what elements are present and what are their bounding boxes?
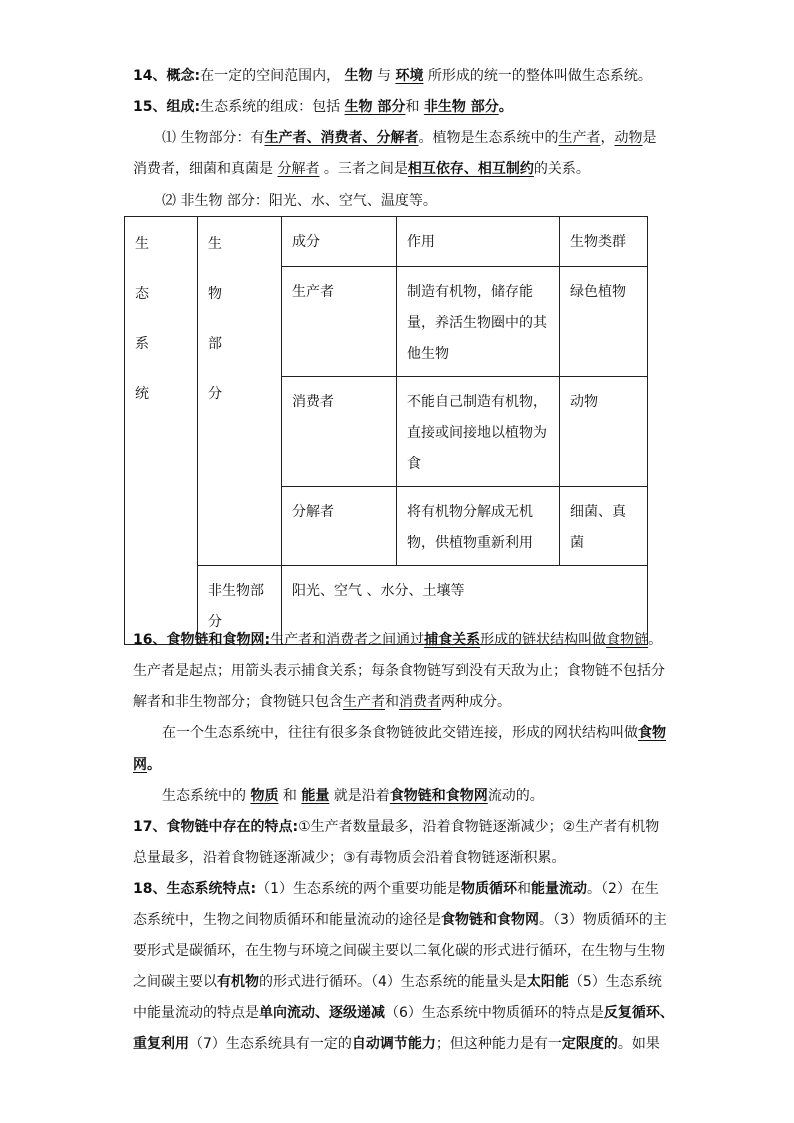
- text: 生态系统的组成：包括: [200, 99, 341, 115]
- keyword-producer: 生产者: [558, 130, 601, 146]
- cell-char: 物: [208, 286, 222, 302]
- cell-char: 分: [208, 386, 222, 402]
- keyword: 有机物: [217, 974, 259, 990]
- text: 。（2）在生: [587, 881, 659, 897]
- text: 与: [377, 68, 391, 84]
- keyword-consumer: 消费者: [399, 694, 441, 710]
- item-number: 18、: [133, 881, 167, 897]
- text: 就是沿着: [333, 788, 390, 804]
- text: 和: [517, 881, 532, 897]
- cell-char: 统: [135, 386, 149, 402]
- keyword-relationship: 相互依存、相互制约: [407, 161, 534, 177]
- keyword: 物质循环: [461, 881, 518, 897]
- cell-char: 态: [135, 286, 149, 302]
- keyword-animal: 动物: [614, 130, 643, 146]
- text: 是: [642, 130, 657, 146]
- cell-group: 动物: [560, 377, 648, 487]
- paragraph-16-line-6: [162, 786, 544, 806]
- cell-component: 生产者: [282, 267, 397, 377]
- ecosystem-table: [124, 216, 648, 645]
- item-label: 食物链和食物网:: [166, 632, 271, 648]
- text: ①生产者数量最多，沿着食物链逐渐减少；②生产者有机物: [298, 819, 660, 835]
- keyword-food-web: 食物: [638, 725, 666, 741]
- cell-group: 绿色植物: [560, 267, 648, 377]
- keyword: 单向流动、逐级递减: [259, 1005, 385, 1021]
- item-label: 组成:: [166, 99, 201, 115]
- paragraph-18-line-6: [133, 1034, 660, 1054]
- keyword-matter: 物质: [250, 788, 279, 804]
- item-number: 16、: [133, 632, 167, 648]
- paragraph-15: [133, 97, 513, 117]
- cell-component: 分解者: [282, 487, 397, 566]
- keyword-food-chain: 食物链: [606, 632, 649, 648]
- cell-char: 部: [208, 336, 222, 352]
- text: ，: [600, 130, 615, 146]
- text: 在一定的空间范围内，: [200, 68, 341, 84]
- paragraph-17-line-2: 总量最多，沿着食物链逐渐减少；③有毒物质会沿着食物链逐渐积累。: [133, 850, 566, 866]
- text: 态系统中，生物之间物质循环和能量流动的途径是: [133, 912, 441, 928]
- text: 和: [405, 99, 420, 115]
- text: 和: [385, 694, 399, 710]
- paragraph-17-line-1: [133, 817, 659, 837]
- keyword: 重复利用: [133, 1036, 189, 1052]
- cell-char: 生: [208, 236, 222, 252]
- paragraph-18-line-3: 要形式是碳循环，在生物与环境之间碳主要以二氧化碳的形式进行循环，在生物与生物: [133, 943, 665, 959]
- keyword-food-web: 网: [133, 757, 147, 773]
- header-group: 生物类群: [560, 217, 648, 267]
- text: 的形式进行循环。（4）生态系统的能量头是: [259, 974, 527, 990]
- text: 。（3）物质循环的主: [539, 912, 667, 928]
- paragraph-16-line-5: [133, 755, 161, 775]
- cell-role: 将有机物分解成无机物，供植物重新利用: [397, 487, 560, 566]
- keyword-chain-web: 食物链和食物网: [389, 788, 488, 804]
- keyword-biotic: 生物 部分: [344, 99, 406, 115]
- text: 在一个生态系统中，往往有很多条食物链彼此交错连接，形成的网状结构叫做: [162, 725, 638, 741]
- paragraph-18-line-5: [133, 1003, 674, 1023]
- keyword: 定限度的: [561, 1036, 618, 1052]
- text: 流动的。: [487, 788, 544, 804]
- item-number: 15、: [133, 99, 167, 115]
- keyword-producer: 生产者: [343, 694, 385, 710]
- cell-role: 制造有机物，储存能量，养活生物圈中的其他生物: [397, 267, 560, 377]
- keyword-predation: 捕食关系: [424, 632, 481, 648]
- keyword-energy: 能量: [301, 788, 330, 804]
- text: ；但这种能力是有一: [435, 1036, 562, 1052]
- text: 解者和非生物部分；食物链只包含: [133, 694, 343, 710]
- col-biotic: [198, 217, 282, 566]
- keyword-biology: 生物: [344, 68, 373, 84]
- keyword-components: 生产者、消费者、分解者: [264, 130, 419, 146]
- paragraph-16-line-1: [133, 630, 662, 650]
- header-role: 作用: [397, 217, 560, 267]
- item-label: 概念:: [166, 68, 201, 84]
- keyword-abiotic: 非生物 部分: [423, 99, 499, 115]
- col-ecosystem: [125, 217, 198, 645]
- paragraph-18-line-4: [133, 972, 662, 992]
- text: 两种成分。: [441, 694, 511, 710]
- text: （7）生态系统具有一定的: [189, 1036, 352, 1052]
- cell-char: 系: [135, 336, 149, 352]
- text: 所形成的统一的整体叫做生态系统。: [427, 68, 652, 84]
- text: 。三者之间是: [323, 161, 408, 177]
- paragraph-16-line-4: [162, 723, 666, 743]
- keyword-decomposer: 分解者: [277, 161, 320, 177]
- text: 。植物是生态系统中的: [418, 130, 559, 146]
- cell-group: 细菌、真菌: [560, 487, 648, 566]
- text: 。如果: [617, 1036, 660, 1052]
- header-component: 成分: [282, 217, 397, 267]
- text: （5）生态系统: [568, 974, 662, 990]
- text: 。: [498, 99, 513, 115]
- paragraph-18-line-2: [133, 910, 667, 930]
- paragraph-15-1-line-1: [162, 128, 656, 148]
- paragraph-16-line-2: 生产者是起点；用箭头表示捕食关系；每条食物链写到没有天敌为止；食物链不包括分: [133, 663, 665, 679]
- keyword: 能量流动: [531, 881, 588, 897]
- text: 消费者，细菌和真菌是: [133, 161, 273, 177]
- text: 生产者和消费者之间通过: [270, 632, 425, 648]
- cell-abiotic-label: 非生物部分: [198, 566, 282, 645]
- text: 和: [282, 788, 297, 804]
- paragraph-18-line-1: [133, 879, 659, 899]
- keyword-environment: 环境: [395, 68, 424, 84]
- cell-abiotic-value: 阳光、空气 、水分、土壤等: [282, 566, 648, 645]
- text: 之间碳主要以: [133, 974, 217, 990]
- paragraph-15-2: ⑵ 非生物 部分：阳光、水、空气、温度等。: [162, 193, 437, 209]
- text: （1）生态系统的两个重要功能是: [256, 881, 462, 897]
- text: （6）生态系统中物质循环的特点是: [385, 1005, 604, 1021]
- text: 形成的链状结构叫做: [480, 632, 607, 648]
- item-label: 生态系统特点:: [166, 881, 257, 897]
- keyword: 太阳能: [526, 974, 569, 990]
- text: ⑴ 生物部分：有: [162, 130, 265, 146]
- text: 。: [147, 757, 161, 773]
- item-label: 食物链中存在的特点:: [166, 819, 299, 835]
- keyword: 自动调节能力: [351, 1036, 436, 1052]
- cell-char: 生: [135, 236, 149, 252]
- keyword: 食物链和食物网: [441, 912, 539, 928]
- paragraph-16-line-3: [133, 692, 511, 712]
- text: 生态系统中的: [162, 788, 246, 804]
- text: 中能量流动的特点是: [133, 1005, 259, 1021]
- item-number: 14、: [133, 68, 167, 84]
- cell-component: 消费者: [282, 377, 397, 487]
- paragraph-15-1-line-2: [133, 159, 590, 179]
- item-number: 17、: [133, 819, 167, 835]
- cell-role: 不能自己制造有机物，直接或间接地以植物为食: [397, 377, 560, 487]
- text: 。: [648, 632, 663, 648]
- paragraph-14: [133, 66, 652, 86]
- text: 的关系。: [533, 161, 590, 177]
- keyword: 反复循环、: [603, 1005, 674, 1021]
